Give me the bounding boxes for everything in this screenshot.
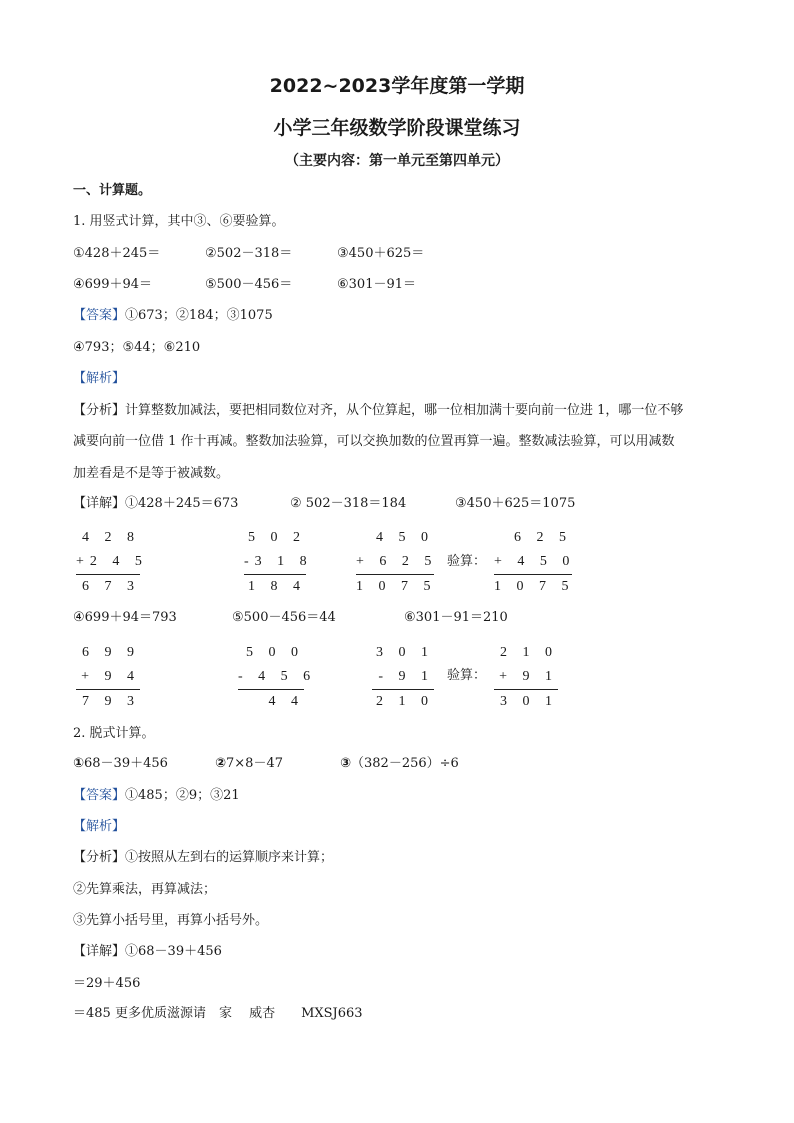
vc-top: 3 0 1 — [376, 645, 434, 660]
vc-top: 2 1 0 — [500, 645, 558, 660]
q2-answer — [73, 787, 240, 805]
vc-result: 6 7 3 — [82, 579, 140, 594]
q2-fenxi — [73, 849, 333, 867]
detail-text: ①68－39＋456 — [125, 944, 222, 959]
fenxi-text: 计算整数加减法，要把相同数位对齐，从个位算起，哪一位相加满十要向前一位进 1，哪一位不够 — [125, 403, 684, 418]
vc-top: 4 5 0 — [376, 530, 434, 545]
vc-mid: + 6 2 5 — [356, 550, 434, 575]
vc-result: 1 0 7 5 — [494, 579, 575, 594]
answer-tag: 【答案】 — [73, 788, 126, 803]
fenxi-tag: 【分析】 — [73, 850, 126, 865]
vc-result: 3 0 1 — [500, 694, 558, 709]
vc-top: 6 9 9 — [82, 645, 140, 660]
vc-mid: + 4 5 0 — [494, 550, 572, 575]
q1-item: ①428＋245＝ — [73, 246, 161, 261]
answer-text: ①485；②9；③21 — [125, 788, 240, 803]
item-mark: ③ — [340, 756, 352, 771]
section-heading: 一、计算题。 — [73, 183, 152, 198]
answer-text: ①673；②184；③1075 — [125, 308, 273, 323]
page-subtitle: 小学三年级数学阶段课堂练习 — [273, 117, 521, 139]
xiangjie-tag: 【详解】 — [73, 496, 126, 511]
vc-top: 5 0 2 — [248, 530, 306, 545]
q1-answer — [73, 307, 273, 325]
q1-detail-row — [73, 495, 238, 513]
detail-eq: ④699＋94＝793 — [73, 610, 177, 625]
vc-mid: - 9 1 — [372, 665, 434, 690]
q2-prompt: 2. 脱式计算。 — [73, 726, 155, 741]
q1-fenxi-line2: 减要向前一位借 1 作十再减。整数加法验算，可以交换加数的位置再算一遍。整数减法验算，可以用减数 — [73, 434, 675, 449]
q1-analysis-tag: 【解析】 — [73, 371, 126, 386]
q1-item: ②502－318＝ — [205, 246, 293, 261]
q2-item — [73, 755, 168, 773]
q1-fenxi — [73, 402, 683, 420]
q1-item: ⑥301－91＝ — [337, 277, 417, 292]
vc-top: 6 2 5 — [514, 530, 572, 545]
vc-mid: + 9 4 — [76, 665, 140, 690]
vertical-calc — [494, 641, 558, 714]
q2-detail — [73, 943, 222, 961]
q2-fenxi-line3: ③先算小括号里，再算小括号外。 — [73, 913, 269, 928]
q1-prompt: 1. 用竖式计算，其中③、⑥要验算。 — [73, 214, 285, 229]
q2-detail-line3: ＝485 更多优质滋源请 家 威杏 MXSJ663 — [73, 1006, 363, 1021]
content-note: （主要内容：第一单元至第四单元） — [285, 153, 509, 169]
q1-item: ③450＋625＝ — [337, 246, 425, 261]
xiangjie-tag: 【详解】 — [73, 944, 126, 959]
item-expr: （382－256）÷6 — [351, 756, 459, 771]
item-expr: 68－39＋456 — [84, 756, 168, 771]
q2-item — [215, 755, 283, 773]
vertical-calc — [372, 641, 434, 714]
vc-result: 2 1 0 — [376, 694, 434, 709]
detail-eq: ② 502－318＝184 — [290, 496, 407, 511]
detail-eq: ③450＋625＝1075 — [455, 496, 576, 511]
answer-tag: 【答案】 — [73, 308, 126, 323]
vc-result: 7 9 3 — [82, 694, 140, 709]
detail-eq: ⑤500－456＝44 — [232, 610, 336, 625]
detail-eq: ①428＋245＝673 — [125, 496, 239, 511]
q1-item: ④699＋94＝ — [73, 277, 153, 292]
detail-eq: ⑥301－91＝210 — [404, 610, 508, 625]
item-expr: 7×8－47 — [226, 756, 283, 771]
q2-detail-line2: ＝29＋456 — [73, 976, 141, 991]
check-label: 验算： — [447, 668, 487, 683]
vc-result: 4 4 — [268, 694, 304, 709]
vc-top: 4 2 8 — [82, 530, 140, 545]
page-title: 2022~2023学年度第一学期 — [269, 75, 525, 97]
vertical-calc — [76, 526, 148, 599]
q2-item — [340, 755, 459, 773]
vc-mid: - 4 5 6 — [238, 665, 304, 690]
vertical-calc — [356, 526, 438, 599]
vc-result: 1 0 7 5 — [356, 579, 437, 594]
q2-fenxi-line2: ②先算乘法，再算减法； — [73, 882, 217, 897]
vc-result: 1 8 4 — [248, 579, 306, 594]
vertical-calc — [238, 641, 317, 714]
check-label: 验算： — [447, 554, 487, 569]
q2-analysis-tag: 【解析】 — [73, 819, 126, 834]
vertical-calc — [76, 641, 140, 714]
vc-mid: +2 4 5 — [76, 550, 140, 575]
q1-fenxi-line3: 加差看是不是等于被减数。 — [73, 466, 230, 481]
vc-top: 5 0 0 — [246, 645, 304, 660]
fenxi-text: ①按照从左到右的运算顺序来计算； — [125, 850, 334, 865]
q1-item: ⑤500－456＝ — [205, 277, 293, 292]
item-mark: ① — [73, 756, 85, 771]
item-mark: ② — [215, 756, 227, 771]
vc-mid: -3 1 8 — [244, 550, 306, 575]
vc-mid: + 9 1 — [494, 665, 558, 690]
fenxi-tag: 【分析】 — [73, 403, 126, 418]
vertical-calc — [494, 526, 576, 599]
q1-answer-line2: ④793；⑤44；⑥210 — [73, 340, 201, 355]
vertical-calc — [244, 526, 313, 599]
